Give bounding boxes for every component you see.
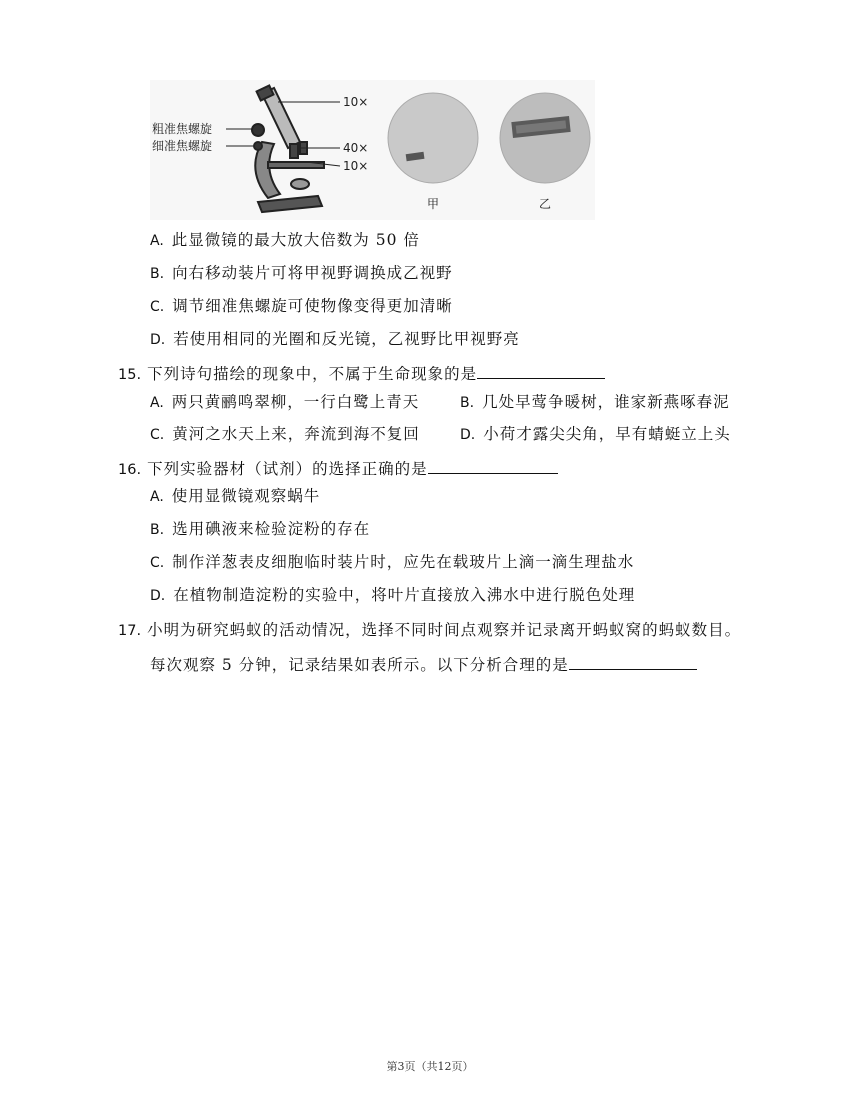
question-stem: 下列实验器材（试剂）的选择正确的是 [147, 460, 428, 478]
option-letter: C. [150, 427, 165, 443]
q15-option-c [150, 424, 420, 445]
coarse-focus-label: 粗准焦螺旋 [152, 122, 213, 136]
q14-option-a [150, 230, 420, 251]
option-text: 选用碘液来检验淀粉的存在 [172, 520, 371, 538]
q16-option-a [150, 486, 320, 507]
q17-stem-line1 [118, 620, 741, 641]
option-letter: C. [150, 555, 165, 571]
question-number: 17. [118, 623, 142, 639]
question-stem: 每次观察 5 分钟，记录结果如表所示。以下分析合理的是 [150, 656, 569, 674]
option-letter: B. [150, 522, 165, 538]
option-text: 在植物制造淀粉的实验中，将叶片直接放入沸水中进行脱色处理 [173, 586, 636, 604]
view-b-label: 乙 [539, 197, 552, 211]
option-text: 两只黄鹂鸣翠柳，一行白鹭上青天 [171, 393, 420, 411]
q15-option-d [460, 424, 731, 445]
q17-stem-line2 [150, 653, 697, 675]
field-of-view-b [500, 93, 590, 183]
answer-blank [428, 457, 558, 474]
q16-stem [118, 457, 558, 480]
answer-blank [477, 362, 605, 379]
field-of-view-a [388, 93, 478, 183]
option-text: 制作洋葱表皮细胞临时装片时，应先在载玻片上滴一滴生理盐水 [172, 553, 635, 571]
option-letter: A. [150, 233, 164, 249]
q16-option-c [150, 552, 634, 573]
option-letter: B. [150, 266, 165, 282]
question-number: 16. [118, 462, 142, 478]
microscope-diagram [150, 80, 595, 220]
option-letter: A. [150, 489, 164, 505]
q14-option-b [150, 263, 453, 284]
option-text: 黄河之水天上来，奔流到海不复回 [172, 425, 420, 443]
question-stem: 小明为研究蚂蚁的活动情况，选择不同时间点观察并记录离开蚂蚁窝的蚂蚁数目。 [147, 621, 742, 639]
view-a-label: 甲 [427, 197, 440, 211]
option-letter: B. [460, 395, 475, 411]
option-text: 此显微镜的最大放大倍数为 50 倍 [171, 231, 420, 249]
q15-option-b [460, 392, 730, 413]
eyepiece-magnification: 10× [343, 95, 369, 109]
option-text: 小荷才露尖尖角，早有蜻蜓立上头 [483, 425, 731, 443]
microscope-figure [150, 80, 595, 220]
option-text: 若使用相同的光圈和反光镜，乙视野比甲视野亮 [173, 330, 520, 348]
q14-option-c [150, 296, 453, 317]
option-letter: D. [150, 588, 166, 604]
q16-option-b [150, 519, 370, 540]
question-stem: 下列诗句描绘的现象中，不属于生命现象的是 [147, 365, 478, 383]
answer-blank [569, 653, 697, 670]
option-text: 向右移动装片可将甲视野调换成乙视野 [172, 264, 453, 282]
page-footer: 第3页（共12页） [386, 1060, 474, 1073]
q14-option-d [150, 329, 520, 350]
option-text: 几处早莺争暖树，谁家新燕啄春泥 [482, 393, 730, 411]
q15-option-a [150, 392, 419, 413]
objective-high-magnification: 40× [343, 141, 369, 155]
q16-option-d [150, 585, 635, 606]
option-letter: C. [150, 299, 165, 315]
option-text: 使用显微镜观察蜗牛 [171, 487, 321, 505]
option-text: 调节细准焦螺旋可使物像变得更加清晰 [172, 297, 453, 315]
option-letter: D. [150, 332, 166, 348]
q15-stem [118, 362, 605, 385]
fine-focus-label: 细准焦螺旋 [152, 139, 213, 153]
option-letter: D. [460, 427, 476, 443]
option-letter: A. [150, 395, 164, 411]
objective-low-magnification: 10× [343, 159, 369, 173]
question-number: 15. [118, 367, 142, 383]
